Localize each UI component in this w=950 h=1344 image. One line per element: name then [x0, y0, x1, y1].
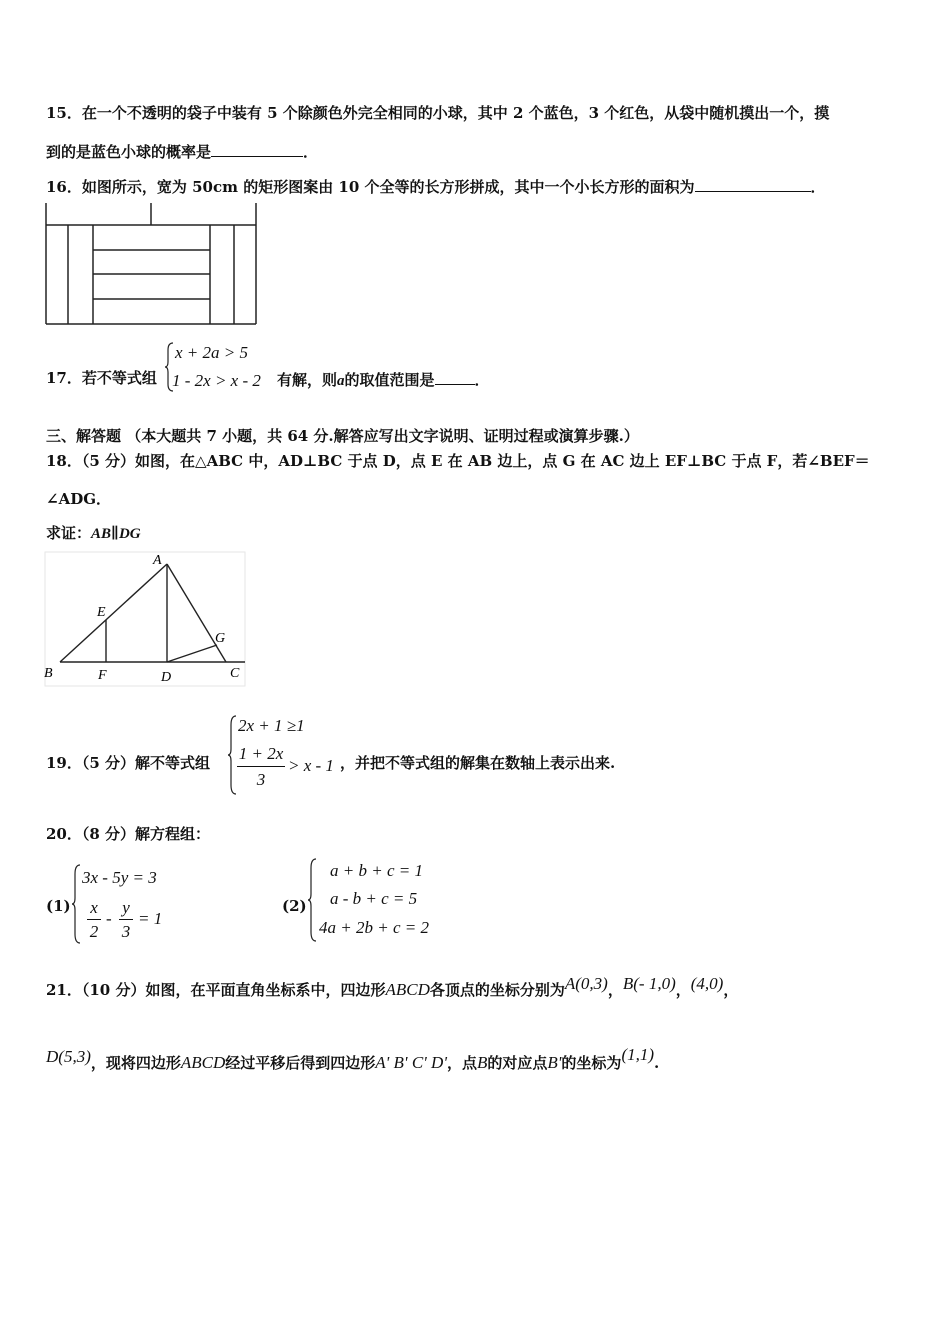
q17-answer-blank[interactable] [435, 368, 475, 385]
q18-proof-label: 求证： [46, 524, 92, 542]
q18-line2: ∠ADG． [46, 490, 112, 508]
q20-p1-2: 2 [89, 922, 99, 941]
section3-heading: 三、解答题 （本大题共 7 小题，共 64 分.解答应写出文字说明、证明过程或演算步骤.） [46, 427, 639, 445]
q17-mid: 有解，则 [277, 371, 338, 389]
q19-lead: 19．（5 分）解不等式组 [46, 754, 211, 772]
q20-lead: 20．（8 分）解方程组： [46, 825, 211, 843]
q21-line1 [46, 974, 739, 1000]
q19-eq1: 2x + 1 ≥1 [238, 716, 305, 735]
label-b: B [44, 666, 53, 681]
q19-frac-bar [237, 766, 285, 767]
q19-tail: ，并把不等式组的解集在数轴上表示出来. [340, 754, 616, 772]
q16-answer-blank[interactable] [695, 175, 811, 192]
q17-tail-text: 的取值范围是 [344, 371, 435, 389]
q21-mid: 各顶点的坐标分别为 [429, 981, 565, 999]
q16-line [46, 175, 826, 197]
q15-answer-blank[interactable] [211, 140, 303, 157]
q21-sep1: ， [607, 981, 623, 999]
q20-p1-x: x [90, 898, 98, 917]
q20-p1-bar1 [87, 919, 101, 920]
q21-l2d: 的对应点 [487, 1054, 548, 1072]
label-a: A [153, 553, 162, 568]
label-e: E [97, 605, 106, 620]
q20-p2-brace-icon [308, 858, 318, 942]
label-g: G [215, 631, 226, 646]
q21-sep3: ， [723, 981, 739, 999]
q20-p1-y: y [122, 898, 130, 917]
q20-p1-minus: - [106, 909, 112, 928]
q20-p2-label: (2) [282, 897, 307, 915]
q21-point-d: D(5,3) [46, 1047, 91, 1066]
q21-end: . [654, 1054, 660, 1072]
q17-var: a [337, 373, 345, 389]
q21-l2e: 的坐标为 [561, 1054, 622, 1072]
q15-line1: 15．在一个不透明的袋子中装有 5 个除颜色外完全相同的小球，其中 2 个蓝色，3 个红色，从袋中随机摸出一个，摸 [46, 104, 830, 122]
q15-text: 到的是蓝色小球的概率是 [46, 143, 212, 161]
q15-line2 [46, 140, 318, 162]
q21-l2a: ，现将四边形 [90, 1054, 181, 1072]
q18-triangle-figure [40, 550, 250, 690]
q21-coord: (1,1) [621, 1045, 655, 1064]
q21-line2 [46, 1045, 660, 1073]
q17-eq1: x + 2a > 5 [175, 343, 248, 362]
q20-p1-eq1: 3x - 5y = 3 [82, 868, 157, 887]
q21-point-b: B(- 1,0) [622, 974, 676, 993]
q20-p1-bar2 [119, 919, 133, 920]
q21-bp: B' [547, 1053, 562, 1072]
q20-p1-rest: = 1 [138, 909, 163, 928]
q20-p2-eq2: a - b + c = 5 [330, 889, 418, 908]
q17-tail [277, 368, 490, 391]
q21-abcd: ABCD [385, 980, 430, 999]
q18-proof-statement: AB∥DG [91, 526, 141, 542]
q16-rectangle-figure [44, 203, 260, 327]
label-c: C [230, 666, 240, 681]
q17-end: ． [474, 371, 490, 389]
q18-proof [46, 523, 141, 544]
q21-lead: 21．（10 分）如图，在平面直角坐标系中，四边形 [46, 981, 386, 999]
q19-frac-num: 1 + 2x [238, 744, 284, 763]
q21-l2b: 经过平移后得到四边形 [225, 1054, 376, 1072]
q19-frac-den: 3 [256, 770, 266, 789]
q21-b: B [476, 1053, 488, 1072]
q18-line1: 18．（5 分）如图，在△ABC 中，AD⊥BC 于点 D，点 E 在 AB 边上，点 G 在 AC 边上 EF⊥BC 于点 F，若∠BEF＝ [46, 452, 870, 470]
q15-end: ． [303, 143, 319, 161]
q17-eq2: 1 - 2x > x - 2 [172, 371, 261, 390]
q21-abcd2: ABCD [180, 1053, 226, 1072]
q21-sep2: ， [675, 981, 691, 999]
q20-p1-3: 3 [121, 922, 131, 941]
q16-text: 16．如图所示，宽为 50cm 的矩形图案由 10 个全等的长方形拼成，其中一个小长方形的面积为 [46, 178, 695, 196]
q21-l2c: ，点 [446, 1054, 477, 1072]
q20-p2-eq3: 4a + 2b + c = 2 [319, 918, 429, 937]
q17-lead: 17．若不等式组 [46, 369, 157, 387]
q20-p1-label: (1) [46, 897, 71, 915]
q16-end: ． [810, 178, 826, 196]
q21-point-a: A(0,3) [564, 974, 608, 993]
q20-p1-brace-icon [72, 864, 82, 944]
label-d: D [161, 670, 172, 685]
q20-p2-eq1: a + b + c = 1 [330, 861, 423, 880]
q21-prime: A' B' C' D' [375, 1053, 447, 1072]
q19-frac-rest: > x - 1 [288, 756, 334, 775]
q21-point-c: (4,0) [690, 974, 724, 993]
label-f: F [98, 668, 107, 683]
